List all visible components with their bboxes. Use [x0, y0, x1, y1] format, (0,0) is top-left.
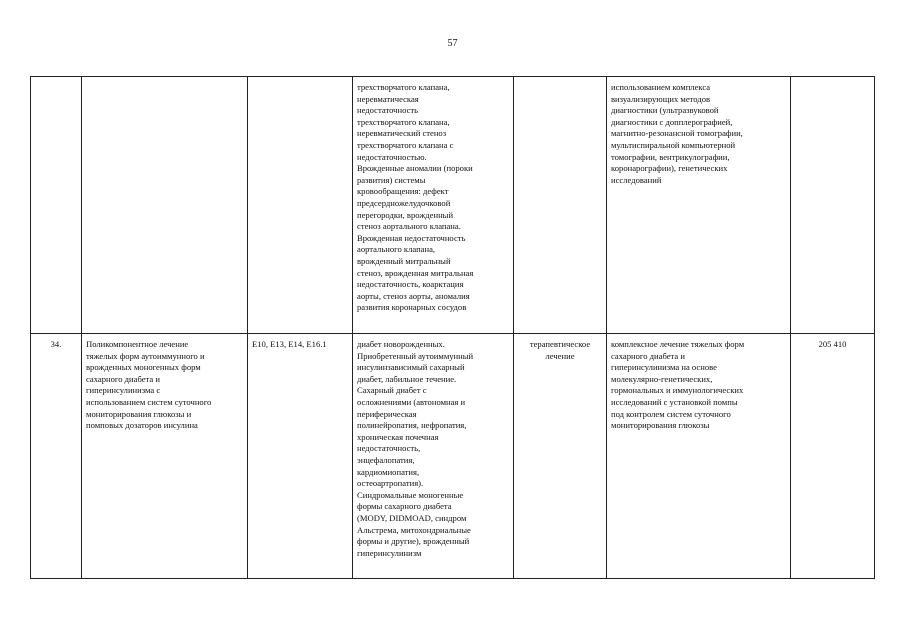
text-line: развития) системы — [357, 174, 426, 185]
text-line: формы и другие), врожденный — [357, 536, 470, 547]
text-line: неревматический стеноз — [357, 128, 447, 139]
text-line: энцефалопатия, — [357, 454, 415, 465]
text-line: мультиспиральной компьютерной — [611, 139, 736, 150]
cell-method — [607, 77, 791, 334]
text-line: полинейропатия, нефропатия, — [357, 420, 467, 431]
text-line: коронарографии), генетических — [611, 163, 728, 174]
text-line: Врожденная недостаточность — [357, 232, 466, 243]
cell-num: 34. — [31, 334, 82, 579]
cell-treatment-type — [514, 334, 607, 579]
text-line: Приобретенный аутоиммунный — [357, 350, 474, 361]
text-line: Врожденные аномалии (пороки — [357, 163, 473, 174]
table-row-continued — [31, 77, 875, 334]
text-line: недостаточность — [357, 105, 419, 116]
text-line: гормональных и иммунологических — [611, 385, 744, 396]
text-line: гиперинсулинизма с — [86, 385, 161, 396]
text-line: магнитно-резонансной томографии, — [611, 128, 743, 139]
text-line: Поликомпонентное лечение — [86, 339, 189, 349]
cell-treatment-type — [514, 77, 607, 334]
text-line: гиперинсулинизма на основе — [611, 362, 717, 373]
text-line: мониторирования глюкозы — [611, 420, 710, 431]
text-line: хроническая почечная — [357, 431, 439, 442]
treatment-table — [30, 76, 875, 579]
text-line: аорты, стеноз аорты, аномалия — [357, 290, 470, 301]
page-number: 57 — [447, 38, 458, 49]
text-line: неревматическая — [357, 93, 419, 104]
text-line: сахарного диабета и — [86, 373, 160, 384]
text-line: Сахарный диабет с — [357, 385, 427, 396]
text-line: недостаточность, — [357, 443, 421, 454]
text-line: помповых дозаторов инсулина — [86, 420, 198, 431]
text-line: предсердножелудочковой — [357, 197, 451, 208]
text-line: врожденный митральный — [357, 255, 451, 266]
text-line: кардиомиопатия, — [357, 466, 420, 477]
cell-name — [82, 334, 248, 579]
text-line: использованием комплекса — [611, 82, 711, 92]
text-line: использованием систем суточного — [86, 396, 212, 407]
text-line: аортального клапана, — [357, 244, 436, 255]
text-line: недостаточность, коарктация — [357, 279, 464, 290]
text-line: Синдромальные моногенные — [357, 489, 464, 500]
cell-name — [82, 77, 248, 334]
text-line: (MODY, DIDMOAD, синдром — [357, 512, 467, 523]
text-line: перегородки, врожденный — [357, 209, 454, 220]
text-line: врожденных моногенных форм — [86, 362, 201, 373]
text-line: молекулярно-генетических, — [611, 373, 713, 384]
text-line: недостаточностью. — [357, 151, 427, 162]
text-line: трехстворчатого клапана, — [357, 82, 450, 92]
text-line: Альстрема, митохондриальные — [357, 524, 471, 535]
text-line: развития коронарных сосудов — [357, 302, 467, 313]
text-line: под контролем систем суточного — [611, 408, 731, 419]
cell-codes: E10, E13, E14, E16.1 — [248, 334, 353, 579]
text-line: исследований с установкой помпы — [611, 396, 738, 407]
text-line: исследований — [611, 174, 662, 185]
text-line: лечение — [545, 350, 575, 361]
text-line: диагностики с допплерографией, — [611, 116, 733, 127]
table-row-34 — [31, 334, 875, 579]
text-line: комплексное лечение тяжелых форм — [611, 339, 745, 349]
text-line: диабет, лабильное течение. — [357, 373, 457, 384]
text-line: остеоартропатия). — [357, 478, 424, 489]
cell-diagnosis — [353, 334, 514, 579]
cell-num — [31, 77, 82, 334]
text-line: стеноз, врожденная митральная — [357, 267, 474, 278]
text-line: формы сахарного диабета — [357, 501, 452, 512]
text-line: инсулинзависимый сахарный — [357, 362, 465, 373]
text-line: тяжелых форм аутоиммунного и — [86, 350, 205, 361]
text-line: диабет новорожденных. — [357, 339, 445, 349]
cell-cost — [791, 77, 875, 334]
text-line: осложнениями (автономная и — [357, 396, 466, 407]
cell-diagnosis — [353, 77, 514, 334]
text-line: терапевтическое — [529, 339, 591, 349]
cell-cost: 205 410 — [791, 334, 875, 579]
text-line: сахарного диабета и — [611, 350, 685, 361]
text-line: томографии, вентрикулографии, — [611, 151, 730, 162]
text-line: визуализирующих методов — [611, 93, 711, 104]
text-line: мониторирования глюкозы и — [86, 408, 192, 419]
cell-codes — [248, 77, 353, 334]
text-line: гиперинсулинизм — [357, 547, 422, 558]
text-line: диагностики (ультразвуковой — [611, 105, 719, 116]
text-line: трехстворчатого клапана с — [357, 139, 454, 150]
text-line: трехстворчатого клапана, — [357, 116, 450, 127]
text-line: кровообращения: дефект — [357, 186, 449, 197]
text-line: стеноз аортального клапана. — [357, 221, 461, 232]
cell-method — [607, 334, 791, 579]
text-line: периферическая — [357, 408, 417, 419]
